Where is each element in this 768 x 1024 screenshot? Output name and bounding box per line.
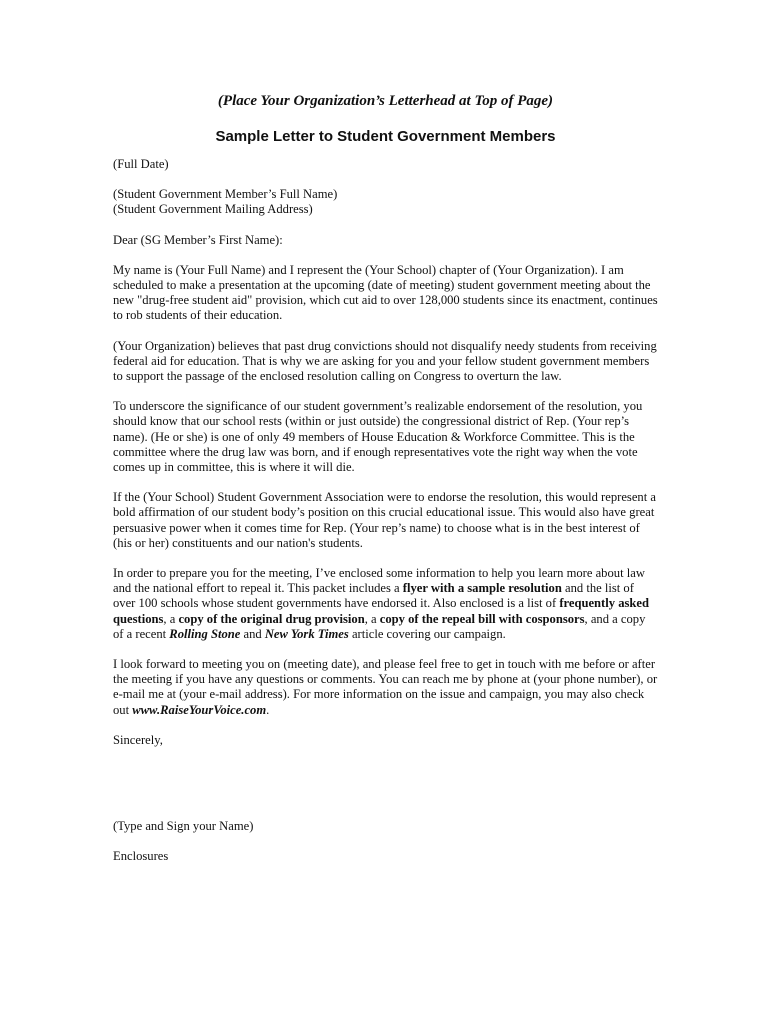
text-segment: , and a copy of a recent: [113, 611, 646, 641]
recipient-name: (Student Government Member’s Full Name): [113, 187, 338, 202]
text-segment: .: [266, 702, 270, 717]
paragraph-enclosures-info: [113, 566, 658, 642]
text-segment: article covering our campaign.: [348, 626, 506, 641]
text-segment: and: [240, 626, 265, 641]
page-title: Sample Letter to Student Government Members: [215, 128, 556, 145]
text-segment: and the list of over 100 schools whose student governments have endorsed it. Also enclosed is a list of: [113, 581, 634, 611]
paragraph-endorsement: If the (Your School) Student Government Association were to endorse the resolution, this would represent a bold affirmation of our student body’s position on this crucial educational issue. This would also have great persuasive power when it comes time for Rep. (Your rep’s name) to choose what is in the best interest of (his or her) constituents and our nation's students.: [113, 490, 656, 550]
text-segment: , a: [364, 611, 380, 626]
letter-body: [113, 92, 658, 865]
letterhead-placeholder: (Place Your Organization’s Letterhead at Top of Page): [217, 93, 554, 109]
flyer-reference: flyer with a sample resolution: [402, 581, 562, 596]
date-line: (Full Date): [113, 157, 169, 171]
salutation: Dear (SG Member’s First Name):: [113, 232, 283, 247]
drug-provision-reference: copy of the original drug provision: [178, 611, 365, 626]
paragraph-position: (Your Organization) believes that past drug convictions should not disqualify needy students from receiving federal aid for education. That is why we are asking for you and your fellow student government members to support the passage of the enclosed resolution calling on Congress to overturn the law.: [113, 338, 657, 384]
website-reference: www.RaiseYourVoice.com: [132, 702, 267, 717]
recipient-address: (Student Government Mailing Address): [113, 202, 313, 217]
rolling-stone-reference: Rolling Stone: [169, 626, 241, 641]
nyt-reference: New York Times: [264, 626, 349, 641]
text-segment: I look forward to meeting you on (meeting date), and please feel free to get in touch with me before or after the meeting if you have any questions or comments. You can reach me by phone at (your phone number), or e-mail me at (your e-mail address). For more information on the issue and campaign, you may also check out: [113, 657, 658, 717]
signature-space: [113, 748, 658, 804]
enclosures-label: Enclosures: [113, 849, 169, 864]
paragraph-contact: [113, 657, 658, 718]
closing: Sincerely,: [113, 732, 163, 747]
paragraph-intro: My name is (Your Full Name) and I represent the (Your School) chapter of (Your Organization). I am scheduled to make a presentation at the upcoming (date of meeting) student government meeting about the new "drug-free student aid" provision, which cut aid to over 128,000 students since its enactment, continues to rob students of their education.: [113, 262, 658, 323]
recipient-block: [113, 187, 658, 217]
paragraph-significance: To underscore the significance of our student government’s realizable endorsement of the resolution, you should know that our school rests (within or just outside) the congressional district of Rep. (Your rep’s name). (He or she) is one of only 49 members of House Education & Workforce Committee. This is the committee where the drug law was born, and if enough representatives vote the right way when the vote comes up in committee, this is where it will die.: [113, 399, 643, 475]
text-segment: In order to prepare you for the meeting, I’ve enclosed some information to help you learn more about law and the national effort to repeal it. This packet includes a: [113, 566, 645, 596]
signature-line: (Type and Sign your Name): [113, 819, 254, 834]
text-segment: , a: [163, 611, 179, 626]
faq-reference: frequently asked questions: [113, 596, 649, 626]
repeal-bill-reference: copy of the repeal bill with cosponsors: [379, 611, 585, 626]
